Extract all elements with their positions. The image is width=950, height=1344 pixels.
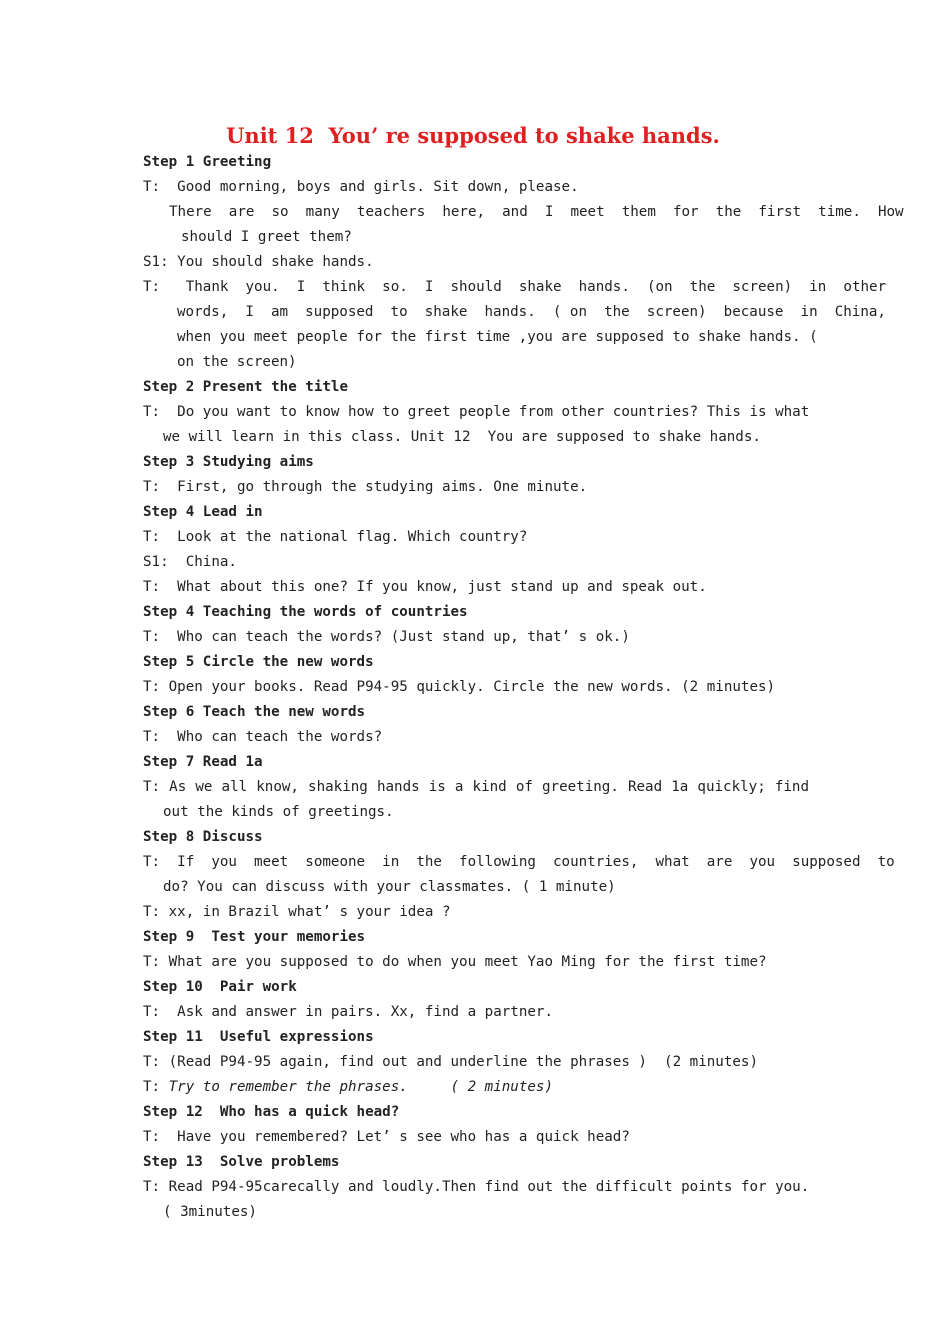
dialogue-line: ( 3minutes) bbox=[163, 1204, 257, 1220]
step-heading: Step 2 Present the title bbox=[143, 379, 348, 395]
dialogue-line bbox=[143, 1075, 809, 1100]
dialogue-line: on the screen) bbox=[177, 354, 297, 370]
dialogue-line: do? You can discuss with your classmates. ( 1 minute) bbox=[163, 879, 616, 895]
lesson-content bbox=[143, 150, 904, 1225]
dialogue-line: T: If you meet someone in the following countries, what are you supposed to bbox=[143, 854, 895, 870]
dialogue-line: T: Ask and answer in pairs. Xx, find a partner. bbox=[143, 1004, 553, 1020]
dialogue-line: T: What about this one? If you know, just stand up and speak out. bbox=[143, 579, 707, 595]
dialogue-line: T: What are you supposed to do when you meet Yao Ming for the first time? bbox=[143, 954, 767, 970]
step-heading: Step 10 Pair work bbox=[143, 979, 297, 995]
dialogue-line: T: Look at the national flag. Which country? bbox=[143, 529, 528, 545]
dialogue-line: T: Good morning, boys and girls. Sit down, please. bbox=[143, 179, 579, 195]
step-heading: Step 8 Discuss bbox=[143, 829, 263, 845]
dialogue-line: There are so many teachers here, and I meet them for the first time. How bbox=[169, 204, 904, 220]
step-heading: Step 4 Lead in bbox=[143, 504, 263, 520]
document-title: Unit 12 You’ re supposed to shake hands. bbox=[226, 123, 720, 148]
dialogue-line: T: Have you remembered? Let’ s see who has a quick head? bbox=[143, 1129, 630, 1145]
dialogue-line: T: Who can teach the words? (Just stand up, that’ s ok.) bbox=[143, 629, 630, 645]
dialogue-line: T: (Read P94-95 again, find out and underline the phrases ) (2 minutes) bbox=[143, 1054, 758, 1070]
dialogue-line: out the kinds of greetings. bbox=[163, 804, 394, 820]
dialogue-line: T: Read P94-95carecally and loudly.Then find out the difficult points for you. bbox=[143, 1179, 810, 1195]
step-heading: Step 12 Who has a quick head? bbox=[143, 1104, 400, 1120]
step-heading: Step 1 Greeting bbox=[143, 154, 272, 170]
dialogue-line: T: As we all know, shaking hands is a kind of greeting. Read 1a quickly; find bbox=[143, 779, 809, 795]
dialogue-line: T: Open your books. Read P94-95 quickly. Circle the new words. (2 minutes) bbox=[143, 679, 776, 695]
step-heading: Step 13 Solve problems bbox=[143, 1154, 340, 1170]
step-heading: Step 5 Circle the new words bbox=[143, 654, 374, 670]
dialogue-line: S1: China. bbox=[143, 554, 237, 570]
step-heading: Step 3 Studying aims bbox=[143, 454, 314, 470]
dialogue-line: words, I am supposed to shake hands. ( on the screen) because in China, bbox=[177, 304, 886, 320]
step-heading: Step 11 Useful expressions bbox=[143, 1029, 374, 1045]
dialogue-line: should I greet them? bbox=[181, 229, 352, 245]
dialogue-line: when you meet people for the first time ,you are supposed to shake hands. ( bbox=[177, 329, 818, 345]
dialogue-line: T: Do you want to know how to greet people from other countries? This is what bbox=[143, 404, 810, 420]
step-heading: Step 4 Teaching the words of countries bbox=[143, 604, 468, 620]
step-heading: Step 9 Test your memories bbox=[143, 929, 366, 945]
dialogue-line: we will learn in this class. Unit 12 You are supposed to shake hands. bbox=[163, 429, 761, 445]
step-heading: Step 6 Teach the new words bbox=[143, 704, 366, 720]
dialogue-line: S1: You should shake hands. bbox=[143, 254, 374, 270]
dialogue-line: T: xx, in Brazil what’ s your idea ? bbox=[143, 904, 451, 920]
speaker-label: T: bbox=[143, 1079, 169, 1095]
dialogue-line: T: Thank you. I think so. I should shake hands. (on the screen) in other bbox=[143, 279, 887, 295]
dialogue-line: T: Who can teach the words? bbox=[143, 729, 383, 745]
dialogue-line: T: First, go through the studying aims. One minute. bbox=[143, 479, 588, 495]
step-heading: Step 7 Read 1a bbox=[143, 754, 263, 770]
italic-instruction: Try to remember the phrases. ( 2 minutes) bbox=[168, 1079, 553, 1095]
